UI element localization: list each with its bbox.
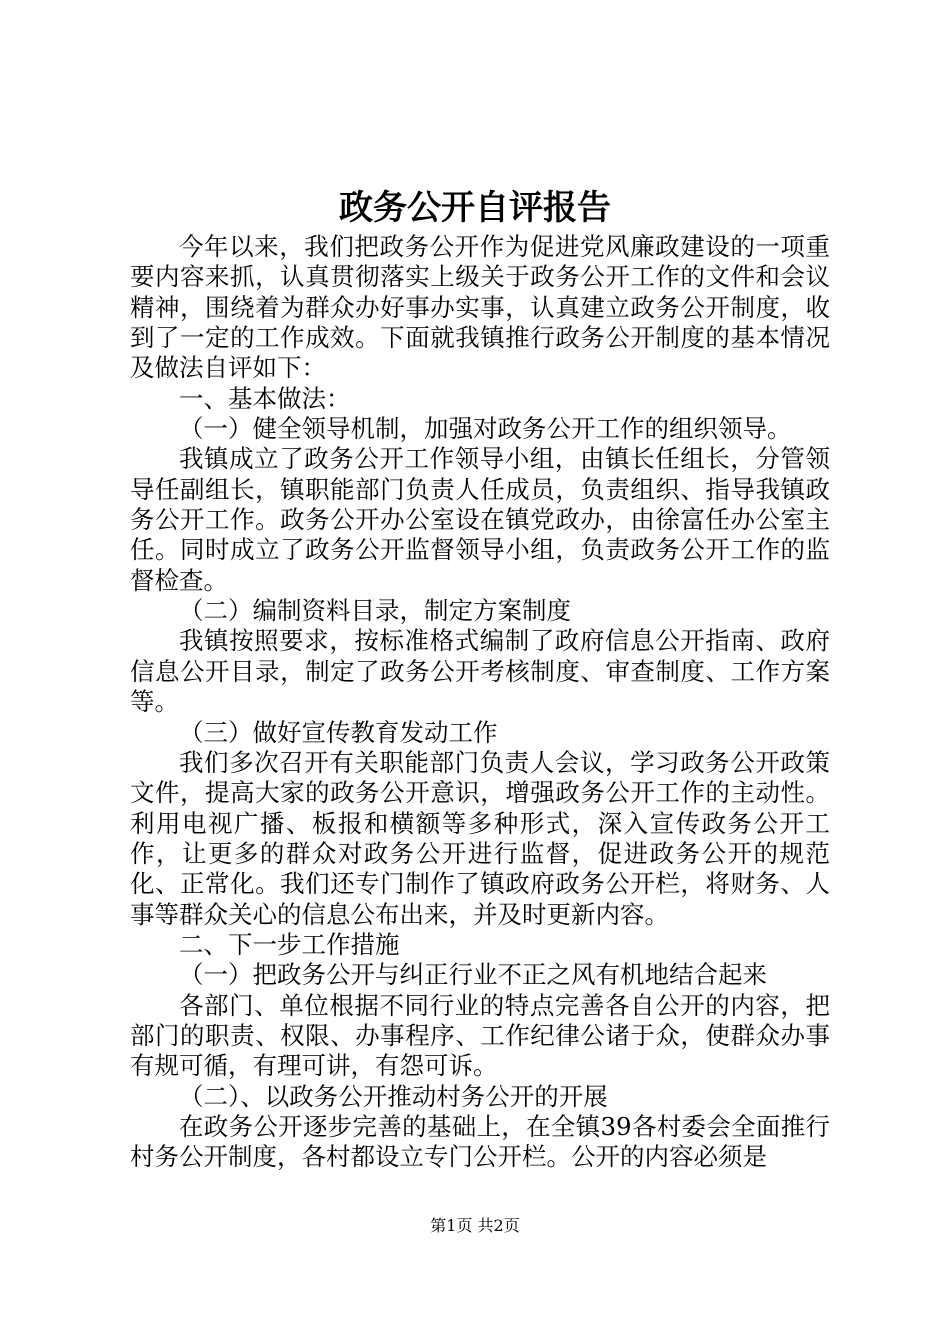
paragraph-leadership-mechanism: 我镇成立了政务公开工作领导小组，由镇长任组长，分管领导任副组长，镇职能部门负责人任成员，负责组织、指导我镇政务公开工作。政务公开办公室设在镇党政办，由徐富任办公室主任。同时成立了政务公开监督领导小组，负责政务公开工作的监督检查。: [130, 444, 830, 595]
intro-paragraph: 今年以来，我们把政务公开作为促进党风廉政建设的一项重要内容来抓，认真贯彻落实上级关于政务公开工作的文件和会议精神，围绕着为群众办好事办实事，认真建立政务公开制度，收到了一定的工作成效。下面就我镇推行政务公开制度的基本情况及做法自评如下：: [130, 232, 830, 383]
subheading-industry-conduct: （一）把政务公开与纠正行业不正之风有机地结合起来: [179, 960, 767, 990]
subheading-leadership-mechanism: （一）健全领导机制，加强对政务公开工作的组织领导。: [179, 414, 792, 444]
document-body: [130, 232, 830, 1173]
section-heading-basic-practices: 一、基本做法：: [179, 383, 351, 413]
paragraph-publicity-education: 我们多次召开有关职能部门负责人会议，学习政务公开政策文件，提高大家的政务公开意识，增强政务公开工作的主动性。利用电视广播、板报和横额等多种形式，深入宣传政务公开工作，让更多的群众对政务公开进行监督，促进政务公开的规范化、正常化。我们还专门制作了镇政府政务公开栏，将财务、人事等群众关心的信息公布出来，并及时更新内容。: [130, 747, 830, 929]
section-heading-next-steps: 二、下一步工作措施: [179, 929, 400, 959]
page-title: 政务公开自评报告: [339, 188, 611, 228]
paragraph-village-affairs: 在政务公开逐步完善的基础上，在全镇39各村委会全面推行村务公开制度，各村都设立专门公开栏。公开的内容必须是: [130, 1111, 830, 1172]
subheading-village-affairs: （二）、以政务公开推动村务公开的开展: [179, 1081, 608, 1111]
paragraph-industry-conduct: 各部门、单位根据不同行业的特点完善各自公开的内容，把部门的职责、权限、办事程序、工作纪律公诸于众，使群众办事有规可循，有理可讲，有怨可诉。: [130, 990, 830, 1081]
subheading-publicity-education: （三）做好宣传教育发动工作: [179, 717, 498, 747]
subheading-catalog-compilation: （二）编制资料目录，制定方案制度: [179, 596, 571, 626]
page-footer: 第1页 共2页: [430, 1216, 520, 1235]
paragraph-catalog-compilation: 我镇按照要求，按标准格式编制了政府信息公开指南、政府信息公开目录，制定了政务公开考核制度、审查制度、工作方案等。: [130, 626, 830, 717]
